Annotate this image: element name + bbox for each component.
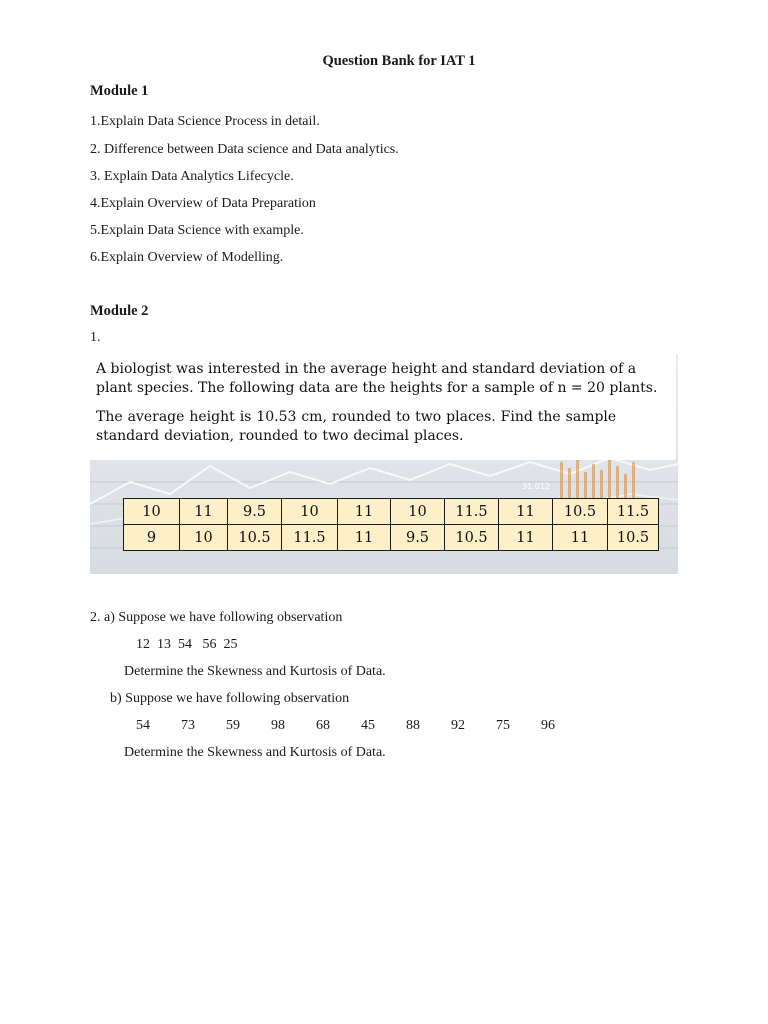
module-2-question-1-number: 1. <box>90 330 101 345</box>
module-1-heading: Module 1 <box>90 83 149 99</box>
module-1-question-5: 5.Explain Data Science with example. <box>90 223 304 238</box>
table-cell: 10 <box>124 499 180 525</box>
table-cell: 11 <box>499 525 553 551</box>
module-1-question-2: 2. Difference between Data science and Data analytics. <box>90 142 399 157</box>
module-1-question-4: 4.Explain Overview of Data Preparation <box>90 196 316 211</box>
module-1-question-1: 1.Explain Data Science Process in detail. <box>90 114 320 129</box>
table-cell: 9 <box>124 525 180 551</box>
table-cell: 10 <box>391 499 445 525</box>
module-1-question-3: 3. Explain Data Analytics Lifecycle. <box>90 169 294 184</box>
table-cell: 11.5 <box>445 499 499 525</box>
module-2-heading: Module 2 <box>90 303 149 319</box>
question-1-figure <box>90 354 678 574</box>
table-cell: 11 <box>338 525 391 551</box>
observation-value: 98 <box>271 718 285 733</box>
document-title: Question Bank for IAT 1 <box>322 53 476 69</box>
table-cell: 10 <box>180 525 228 551</box>
table-cell: 10 <box>282 499 338 525</box>
question-2a-prompt: 2. a) Suppose we have following observation <box>90 610 343 625</box>
observation-value: 45 <box>361 718 375 733</box>
question-2b-prompt: b) Suppose we have following observation <box>110 691 350 706</box>
table-cell: 10.5 <box>553 499 608 525</box>
question-2b-observations <box>136 718 571 734</box>
table-cell: 11 <box>553 525 608 551</box>
plant-heights-table <box>123 498 659 551</box>
table-cell: 11 <box>338 499 391 525</box>
observation-value: 59 <box>226 718 240 733</box>
table-cell: 11.5 <box>608 499 659 525</box>
table-cell: 10.5 <box>228 525 282 551</box>
question-2b-task: Determine the Skewness and Kurtosis of Data. <box>124 745 386 760</box>
question-1-paragraph-1: A biologist was interested in the average height and standard deviation of a plant species. The following data are the heights for a sample of n = 20 plants. <box>96 361 658 396</box>
table-cell: 9.5 <box>391 525 445 551</box>
observation-value: 68 <box>316 718 330 733</box>
observation-value: 88 <box>406 718 420 733</box>
table-row <box>124 525 659 551</box>
figure-background-label: 31.012 <box>522 482 550 491</box>
observation-value: 73 <box>181 718 195 733</box>
module-1-question-6: 6.Explain Overview of Modelling. <box>90 250 284 265</box>
question-2a-observations: 12 13 54 56 25 <box>136 637 238 652</box>
table-cell: 11.5 <box>282 525 338 551</box>
observation-value: 75 <box>496 718 510 733</box>
table-cell: 9.5 <box>228 499 282 525</box>
question-1-text-box <box>90 354 676 460</box>
table-row <box>124 499 659 525</box>
table-cell: 10.5 <box>445 525 499 551</box>
table-cell: 11 <box>180 499 228 525</box>
question-1-paragraph-2: The average height is 10.53 cm, rounded to two places. Find the sample standard deviation, rounded to two decimal places. <box>96 409 617 444</box>
table-cell: 11 <box>499 499 553 525</box>
table-cell: 10.5 <box>608 525 659 551</box>
observation-value: 96 <box>541 718 555 733</box>
question-2a-task: Determine the Skewness and Kurtosis of Data. <box>124 664 386 679</box>
observation-value: 92 <box>451 718 465 733</box>
observation-value: 54 <box>136 718 150 733</box>
